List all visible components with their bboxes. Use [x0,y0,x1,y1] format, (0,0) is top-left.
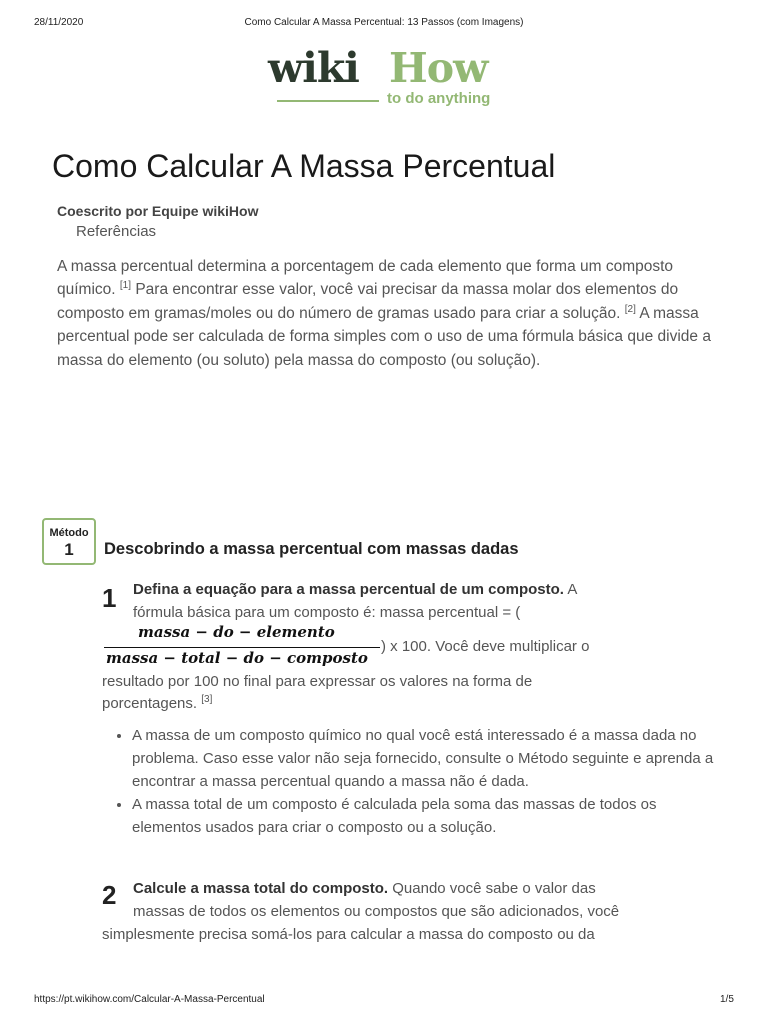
logo-tagline: to do anything [387,90,491,107]
step-text-line: ) x 100. Você deve multiplicar o [381,638,590,655]
fraction-bar [104,647,380,648]
step-title: Defina a equação para a massa percentual de um composto. [133,581,564,598]
step-text-line: simplesmente precisa somá-los para calcular a massa do composto ou da [102,926,595,943]
list-item: • A massa total de um composto é calculada pela soma das massas de todos os elementos usados para criar o composto ou a solução. [132,793,722,839]
print-title: Como Calcular A Massa Percentual: 13 Passos (com Imagens) [244,17,524,28]
method-number: 1 [64,540,74,559]
intro-text-1: A massa percentual determina a porcentagem de cada elemento que forma um composto químico. [57,258,674,299]
print-date: 28/11/2020 [34,17,84,28]
step-text-line: resultado por 100 no final para expressar os valores na forma de [102,673,533,690]
step-text-line: Calcule a massa total do composto. Quando você sabe o valor das [133,880,596,897]
intro-paragraph [57,255,717,372]
step-text-line: Defina a equação para a massa percentual de um composto. A [133,581,578,598]
list-item: • A massa de um composto químico no qual você está interessado é a massa dada no problema. Caso esse valor não seja fornecido, consulte o Método seguinte e aprenda a encontrar a massa percentual quando a massa não é dada. [132,724,722,793]
method-label: Método [49,527,89,539]
step-text-line: fórmula básica para um composto é: massa percentual = ( [133,604,521,621]
page-counter: 1/5 [720,994,734,1005]
step-number: 1 [102,583,117,613]
intro-text-2: Para encontrar esse valor, você vai precisar da massa molar dos elementos do composto em gramas/moles ou do número de gramas usado para criar a solução. [57,281,679,322]
step-title: Calcule a massa total do composto. [133,880,389,897]
step-number: 2 [102,880,117,910]
step-text-line: massas de todos os elementos ou compostos que são adicionados, você [133,903,620,920]
fraction-numerator: massa − do − elemento [138,623,335,641]
fraction-denominator: massa − total − do − composto [106,649,368,667]
method-title: Descobrindo a massa percentual com massas dadas [104,540,519,558]
intro-text-3: A massa percentual pode ser calculada de forma simples com o uso de uma fórmula básica que divide a massa do elemento (ou soluto) pela massa do composto (ou solução). [57,304,711,369]
step-bullet-list [104,724,722,839]
method-badge [42,518,96,565]
page-title: Como Calcular A Massa Percentual [52,148,556,184]
reference-3[interactable]: [3] [201,694,213,705]
author-byline: Coescrito por Equipe wikiHow [57,203,259,219]
logo-wiki-text: wiki [268,44,359,92]
reference-1[interactable]: [1] [119,280,132,292]
logo-how-text: How [389,44,488,92]
step-text-line: porcentagens. [3] [102,694,213,712]
logo-underline [277,100,379,102]
page-url[interactable]: https://pt.wikihow.com/Calcular-A-Massa-Percentual [34,994,265,1005]
reference-2[interactable]: [2] [624,303,636,315]
references-link[interactable]: Referências [76,223,157,240]
